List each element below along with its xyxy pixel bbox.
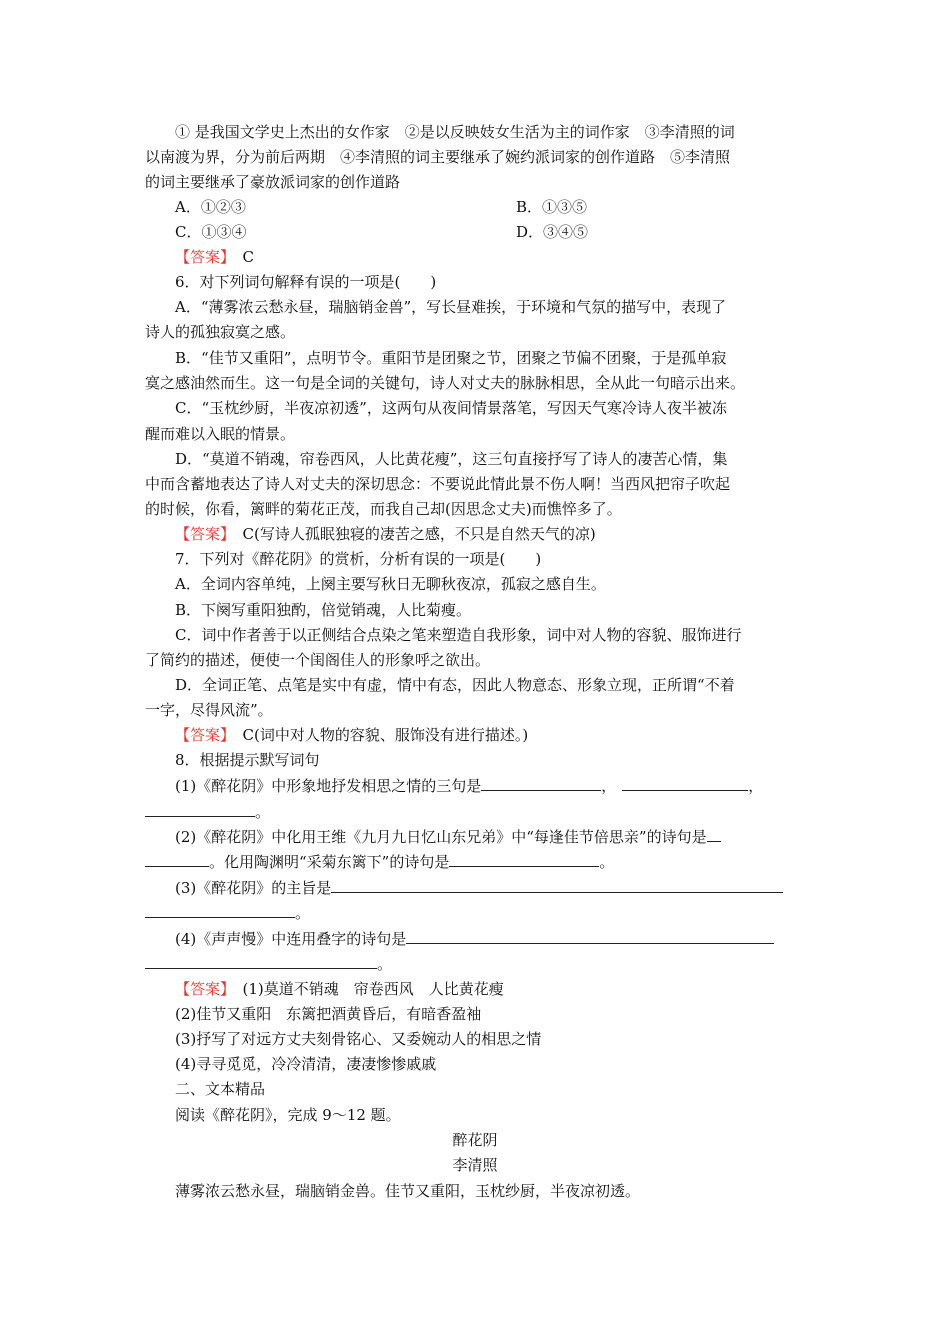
q6-line: C．“玉枕纱厨，半夜凉初透”，这两句从夜间情景落笔，写因天气寒冷诗人夜半被冻 [175,399,727,417]
q7-line: 了简约的描述，便使一个闺阁佳人的形象呼之欲出。 [145,651,491,669]
answer-tag: 【答案】 [175,525,228,543]
q5-stem-line-3: 的词主要继承了豪放派词家的创作道路 [145,173,401,191]
q8-part-2-text-b: 。化用陶渊明“采菊东篱下”的诗句是 [209,853,450,871]
section-intro: 阅读《醉花阴》，完成 9～12 题。 [175,1106,401,1124]
q8-part-2 [175,827,721,847]
fill-blank[interactable] [449,852,599,867]
answer-text: (1)莫道不销魂 帘卷西风 人比黄花瘦 [227,980,504,998]
fill-blank[interactable] [145,802,255,817]
answer-tag: 【答案】 [175,248,228,266]
punct: 。 [599,853,615,871]
q7-answer [175,725,528,745]
q8-part-3 [175,878,783,898]
q8-part-4-cont [145,954,392,974]
punct: ， [748,777,764,795]
answer-text: C(写诗人孤眠独寝的凄苦之感，不只是自然天气的凉) [227,525,596,543]
q6-line: 醒而难以入眠的情景。 [145,425,296,443]
q8-part-3-cont [145,903,310,923]
punct: 。 [295,904,311,922]
q5-stem-line-2: 以南渡为界，分为前后两期 ④李清照的词主要继承了婉约派词家的创作道路 ⑤李清照 [145,148,731,166]
q5-option-a: A．①②③ [175,198,246,216]
answer-tag: 【答案】 [175,726,228,744]
fill-blank[interactable] [145,852,209,867]
answer-tag: 【答案】 [175,980,228,998]
section-heading: 二、文本精品 [175,1080,266,1098]
fill-blank[interactable] [331,878,783,893]
q5-answer [175,247,254,267]
fill-blank[interactable] [481,776,601,791]
q7-line: C．词中作者善于以正侧结合点染之笔来塑造自我形象，词中对人物的容貌、服饰进行 [175,626,742,644]
q6-line: 诗人的孤独寂寞之感。 [145,323,296,341]
q8-part-4 [175,929,774,949]
q5-option-d: D．③④⑤ [516,223,589,241]
fill-blank[interactable] [406,929,774,944]
q6-stem: 6．对下列词句解释有误的一项是( ) [175,273,437,291]
q7-line: 一字，尽得风流”。 [145,701,273,719]
q8-answer-line: (2)佳节又重阳 东篱把酒黄昏后，有暗香盈袖 [175,1005,482,1023]
q6-line: D．“莫道不销魂，帘卷西风，人比黄花瘦”，这三句直接抒写了诗人的凄苦心情，集 [175,450,728,468]
answer-text: C(词中对人物的容貌、服饰没有进行描述。) [227,726,529,744]
q7-line: D．全词正笔、点笔是实中有虚，情中有态，因此人物意态、形象立现，正所谓“不着 [175,676,735,694]
q6-line: A．“薄雾浓云愁永昼，瑞脑销金兽”，写长昼难挨，于环境和气氛的描写中，表现了 [175,298,727,316]
q8-part-1 [175,776,763,796]
q5-option-b: B．①③⑤ [516,198,588,216]
q8-stem: 8．根据提示默写词句 [175,751,320,769]
punct: 。 [255,803,271,821]
q6-line: B．“佳节又重阳”，点明节令。重阳节是团聚之节，团聚之节偏不团聚，于是孤单寂 [175,349,727,367]
fill-blank[interactable] [707,827,721,842]
q6-answer [175,524,596,544]
q8-answer-line: (4)寻寻觅觅，冷冷清清，凄凄惨惨戚戚 [175,1055,437,1073]
q6-line: 的时候，你看，篱畔的菊花正茂，而我自己却(因思念丈夫)而憔悴多了。 [145,500,622,518]
q8-part-2-text: (2)《醉花阴》中化用王维《九月九日忆山东兄弟》中“每逢佳节倍思亲”的诗句是 [175,828,707,846]
poem-line: 薄雾浓云愁永昼，瑞脑销金兽。佳节又重阳，玉枕纱厨，半夜凉初透。 [175,1182,641,1200]
q8-part-1-text: (1)《醉花阴》中形象地抒发相思之情的三句是 [175,777,482,795]
fill-blank[interactable] [622,776,748,791]
answer-text: C [227,248,254,266]
poem-title: 醉花阴 [452,1131,498,1149]
q5-option-c: C．①③④ [175,223,247,241]
punct: 。 [377,955,393,973]
q8-part-3-text: (3)《醉花阴》的主旨是 [175,879,332,897]
poem-author: 李清照 [452,1156,498,1174]
q7-line: B．下阕写重阳独酌，倍觉销魂，人比菊瘦。 [175,601,472,619]
q6-line: 中而含蓄地表达了诗人对丈夫的深切思念：不要说此情此景不伤人啊！当西风把帘子吹起 [145,475,731,493]
q7-line: A．全词内容单纯，上阕主要写秋日无聊秋夜凉，孤寂之感自生。 [175,575,606,593]
q7-stem: 7．下列对《醉花阴》的赏析，分析有误的一项是( ) [175,550,542,568]
q8-part-4-text: (4)《声声慢》中连用叠字的诗句是 [175,930,407,948]
fill-blank[interactable] [145,954,377,969]
punct: ， [601,777,617,795]
q5-stem-line-1: ① 是我国文学史上杰出的女作家 ②是以反映妓女生活为主的词作家 ③李清照的词 [175,123,735,141]
q6-line: 寞之感油然而生。这一句是全词的关键句，诗人对丈夫的脉脉相思，全从此一句暗示出来。 [145,374,746,392]
q8-answer-line: (3)抒写了对远方丈夫刻骨铭心、又委婉动人的相思之情 [175,1030,542,1048]
q8-answer [175,979,504,999]
fill-blank[interactable] [145,903,295,918]
q8-part-1-cont [145,802,270,822]
q8-part-2-cont [145,852,614,872]
